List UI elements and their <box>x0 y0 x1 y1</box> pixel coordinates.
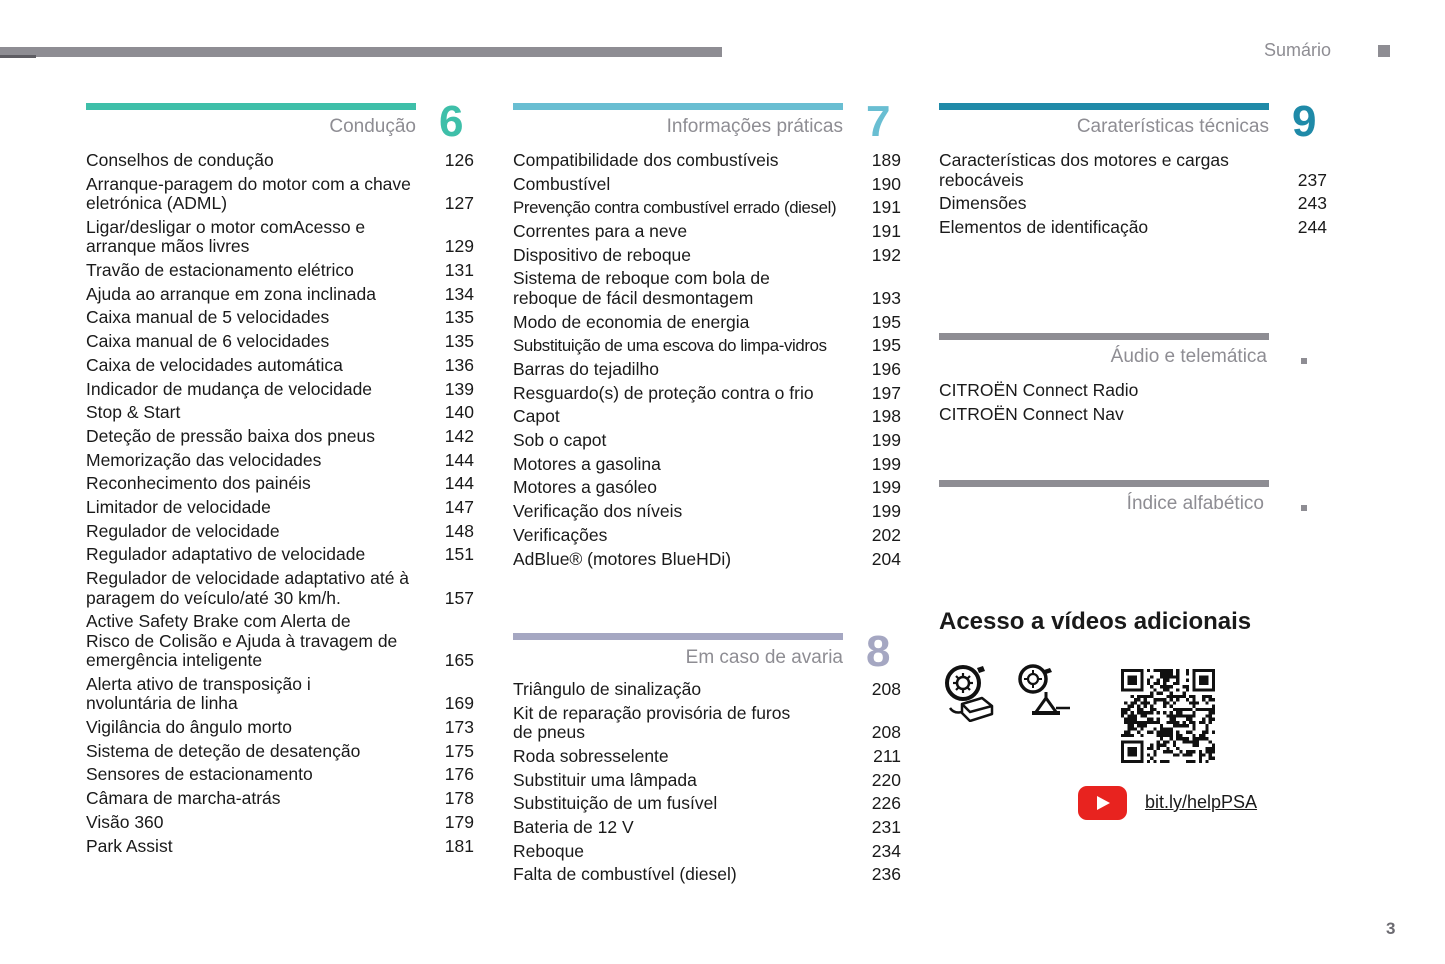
toc-entry-page: 193 <box>871 287 901 308</box>
toc-entry-title: Limitador de velocidade <box>86 496 271 517</box>
toc-entry-title: Câmara de marcha-atrás <box>86 788 281 809</box>
toc-entry[interactable] <box>513 840 901 864</box>
toc-entry-title: Ligar/desligar o motor comAcesso e arranque mãos livres <box>86 216 366 257</box>
page-number: 3 <box>1386 919 1396 938</box>
toc-entry-page: 202 <box>871 524 901 545</box>
tyre-repair-kit-icon <box>944 664 996 722</box>
toc-entry-page: 144 <box>444 449 474 470</box>
toc-entry-title: Elementos de identificação <box>939 216 1149 237</box>
toc-entry[interactable] <box>513 792 901 816</box>
toc-entry-title: Arranque-paragem do motor com a chave eletrónica (ADML) <box>86 173 411 214</box>
entry-list <box>86 149 474 858</box>
toc-entry[interactable] <box>513 769 901 793</box>
toc-entry[interactable] <box>513 334 901 358</box>
toc-entry-title: Substituir uma lâmpada <box>513 769 697 790</box>
toc-entry-title: Stop & Start <box>86 402 181 423</box>
toc-entry-title: Modo de economia de energia <box>513 311 750 332</box>
toc-entry-page: 175 <box>444 740 474 761</box>
toc-entry-page: 191 <box>871 197 901 218</box>
section-number: 8 <box>866 627 891 676</box>
qr-code-icon <box>1121 669 1215 763</box>
video-link[interactable]: bit.ly/helpPSA <box>1145 792 1258 812</box>
entry-list <box>513 149 901 571</box>
toc-entry-page: 190 <box>871 173 901 194</box>
toc-entry[interactable] <box>86 149 474 173</box>
toc-entry-title: Resguardo(s) de proteção contra o frio <box>513 382 814 403</box>
toc-entry-page: 148 <box>444 520 474 541</box>
toc-entry-title: Triângulo de sinalização <box>513 679 702 699</box>
page-title-square-icon <box>1378 45 1390 57</box>
toc-entry-title: Prevenção contra combustível errado (diesel) <box>513 198 837 218</box>
toc-entry-title: Sob o capot <box>513 430 607 451</box>
toc-entry-title: Caixa manual de 5 velocidades <box>86 307 330 328</box>
toc-entry[interactable] <box>86 610 474 673</box>
toc-entry-title: Bateria de 12 V <box>513 816 634 837</box>
toc-entry-title: Dispositivo de reboque <box>513 244 692 265</box>
toc-entry[interactable] <box>86 425 474 449</box>
toc-entry-title: Deteção de pressão baixa dos pneus <box>86 425 375 446</box>
toc-entry[interactable] <box>86 567 474 610</box>
section-square-icon <box>1301 358 1307 364</box>
toc-entry-title: Vigilância do ângulo morto <box>86 717 292 738</box>
toc-entry[interactable] <box>86 673 474 716</box>
toc-entry-title: Sistema de reboque com bola de reboque de fácil desmontagem <box>513 268 770 308</box>
toc-entry-title: CITROËN Connect Nav <box>939 403 1124 424</box>
toc-entry-page: 151 <box>444 544 474 565</box>
toc-entry-page: 208 <box>871 722 901 743</box>
toc-entry[interactable] <box>86 763 474 787</box>
toc-entry[interactable] <box>513 149 901 173</box>
toc-entry-page: 169 <box>444 693 474 714</box>
toc-entry-title: CITROËN Connect Radio <box>939 380 1139 400</box>
toc-entry-page: 220 <box>871 769 901 790</box>
toc-entry[interactable] <box>86 283 474 307</box>
toc-entry-title: Capot <box>513 406 560 427</box>
toc-entry-page: 173 <box>444 717 474 738</box>
toc-entry-title: Sistema de deteção de desatenção <box>86 740 361 761</box>
toc-entry-title: Reboque <box>513 840 585 861</box>
toc-entry[interactable] <box>513 358 901 382</box>
toc-entry-page: 195 <box>871 335 901 356</box>
toc-entry-page: 181 <box>444 835 474 856</box>
toc-entry-page: 135 <box>444 307 474 328</box>
section-number: 7 <box>866 97 891 146</box>
toc-entry-page: 165 <box>444 650 474 671</box>
page-title: Sumário <box>1263 40 1331 60</box>
toc-entry[interactable] <box>513 548 901 572</box>
section-number: 6 <box>439 97 464 146</box>
toc-entry-title: Regulador de velocidade adaptativo até à paragem do veículo/até 30 km/h. <box>86 568 410 608</box>
tyre-jack-icon <box>1016 664 1072 720</box>
toc-entry-title: Falta de combustível (diesel) <box>513 864 737 885</box>
toc-entry-title: Motores a gasóleo <box>513 477 657 498</box>
toc-entry-page: 199 <box>871 501 901 522</box>
section-bar <box>86 103 416 110</box>
toc-entry-page: 199 <box>871 477 901 498</box>
toc-entry[interactable] <box>939 192 1327 216</box>
toc-entry-title: Motores a gasolina <box>513 453 661 474</box>
toc-entry[interactable] <box>513 429 901 453</box>
toc-entry[interactable] <box>513 173 901 197</box>
toc-entry[interactable] <box>939 216 1327 240</box>
toc-entry-title: Kit de reparação provisória de furos de pneus <box>513 702 791 743</box>
toc-entry-page: 195 <box>871 311 901 332</box>
toc-entry-title: Caixa manual de 6 velocidades <box>86 331 330 352</box>
toc-entry[interactable] <box>86 378 474 402</box>
toc-entry-page: 176 <box>444 764 474 785</box>
toc-entry-title: Caixa de velocidades automática <box>86 354 343 375</box>
toc-entry[interactable] <box>86 306 474 330</box>
toc-entry-title: Visão 360 <box>86 811 164 832</box>
toc-entry-page: 236 <box>871 864 901 885</box>
toc-entry-page: 131 <box>444 260 474 281</box>
toc-entry-page: 178 <box>444 788 474 809</box>
toc-entry[interactable] <box>86 520 474 544</box>
section-bar <box>939 480 1269 487</box>
toc-entry-title: Alerta ativo de transposição i nvoluntária de linha <box>86 673 311 714</box>
toc-entry-page: 199 <box>871 453 901 474</box>
toc-entry-title: Ajuda ao arranque em zona inclinada <box>86 283 376 304</box>
toc-entry-title: Substituição de uma escova do limpa-vidros <box>513 336 827 356</box>
toc-entry[interactable] <box>513 524 901 548</box>
toc-entry-title: Dimensões <box>939 193 1027 214</box>
toc-entry[interactable] <box>86 354 474 378</box>
toc-entry-title: Características dos motores e cargas rebocáveis <box>939 150 1229 190</box>
section-title: Áudio e telemática <box>1110 346 1267 367</box>
section-title: Índice alfabético <box>1126 493 1264 514</box>
toc-entry[interactable] <box>86 740 474 764</box>
toc-entry-title: Substituição de um fusível <box>513 793 718 814</box>
toc-entry-title: Correntes para a neve <box>513 221 688 242</box>
toc-entry-page: 198 <box>871 406 901 427</box>
toc-entry[interactable] <box>513 405 901 429</box>
toc-entry-title: Verificação dos níveis <box>513 501 683 522</box>
toc-entry[interactable] <box>86 173 474 216</box>
section-number: 9 <box>1292 97 1317 146</box>
toc-entry[interactable] <box>513 453 901 477</box>
toc-entry[interactable] <box>513 267 901 310</box>
toc-entry[interactable] <box>86 543 474 567</box>
toc-entry-page: 134 <box>444 283 474 304</box>
toc-entry[interactable] <box>513 702 901 745</box>
toc-entry-page: 126 <box>444 150 474 170</box>
toc-entry-title: Active Safety Brake com Alerta de Risco de Colisão e Ajuda à travagem de emergência inteligente <box>86 611 398 671</box>
toc-entry-page: 147 <box>444 496 474 517</box>
section-title: Caraterísticas técnicas <box>1076 116 1269 137</box>
toc-entry-page: 139 <box>444 378 474 399</box>
videos-title: Acesso a vídeos adicionais <box>939 608 1252 635</box>
toc-entry-page: 196 <box>871 359 901 379</box>
toc-entry[interactable] <box>86 496 474 520</box>
entry-list <box>513 678 901 887</box>
toc-entry[interactable] <box>86 787 474 811</box>
toc-entry[interactable] <box>939 403 1327 427</box>
toc-entry[interactable] <box>513 863 901 887</box>
toc-entry-page: 199 <box>871 430 901 451</box>
entry-list <box>939 379 1327 426</box>
toc-entry[interactable] <box>513 816 901 840</box>
youtube-play-icon[interactable] <box>1078 786 1127 820</box>
toc-entry-title: Compatibilidade dos combustíveis <box>513 150 779 170</box>
toc-entry-page: 127 <box>444 193 474 214</box>
toc-entry-title: Indicador de mudança de velocidade <box>86 378 373 399</box>
section-title: Informações práticas <box>666 116 843 137</box>
toc-entry-page: 179 <box>444 811 474 832</box>
toc-entry-title: Memorização das velocidades <box>86 449 322 470</box>
toc-entry-page: 157 <box>444 587 474 608</box>
toc-entry[interactable] <box>86 811 474 835</box>
toc-entry[interactable] <box>86 835 474 859</box>
toc-entry-page: 234 <box>871 840 901 861</box>
toc-entry-page: 189 <box>871 150 901 170</box>
toc-entry-title: Verificações <box>513 524 608 545</box>
toc-entry-title: Reconhecimento dos painéis <box>86 473 311 494</box>
toc-entry-title: AdBlue® (motores BlueHDi) <box>513 548 732 569</box>
toc-entry[interactable] <box>86 330 474 354</box>
toc-entry-title: Combustível <box>513 173 611 194</box>
toc-entry-page: 226 <box>871 793 901 814</box>
toc-entry-title: Barras do tejadilho <box>513 359 659 379</box>
toc-entry-title: Conselhos de condução <box>86 150 274 170</box>
toc-entry-page: 204 <box>871 548 901 569</box>
toc-entry[interactable] <box>86 716 474 740</box>
toc-entry[interactable] <box>86 401 474 425</box>
toc-entry[interactable] <box>513 500 901 524</box>
section-bar <box>939 333 1269 340</box>
toc-entry-page: 237 <box>1297 169 1327 190</box>
toc-entry[interactable] <box>86 216 474 259</box>
toc-entry-page: 129 <box>444 236 474 257</box>
top-decor-bar <box>0 47 722 57</box>
toc-entry[interactable] <box>86 472 474 496</box>
toc-entry-title: Roda sobresselente <box>513 745 669 766</box>
toc-entry[interactable] <box>513 196 901 220</box>
toc-entry[interactable] <box>513 382 901 406</box>
section-title: Em caso de avaria <box>685 647 843 668</box>
toc-entry[interactable] <box>513 678 901 702</box>
toc-entry-title: Park Assist <box>86 835 173 856</box>
section-bar <box>939 103 1269 110</box>
toc-entry[interactable] <box>86 259 474 283</box>
toc-entry-page: 142 <box>444 425 474 446</box>
toc-entry-page: 136 <box>444 354 474 375</box>
toc-entry-page: 211 <box>873 745 901 766</box>
toc-entry[interactable] <box>513 244 901 268</box>
toc-entry-page: 144 <box>444 473 474 494</box>
entry-list <box>939 149 1327 240</box>
top-decor-bar-accent <box>0 55 36 58</box>
toc-entry[interactable] <box>86 449 474 473</box>
section-square-icon <box>1301 505 1307 511</box>
toc-entry[interactable] <box>513 476 901 500</box>
toc-entry-page: 208 <box>871 679 901 699</box>
toc-entry-title: Travão de estacionamento elétrico <box>86 260 354 281</box>
toc-entry-page: 243 <box>1297 193 1327 214</box>
toc-entry[interactable] <box>513 220 901 244</box>
toc-entry-page: 140 <box>444 402 474 423</box>
toc-entry-page: 197 <box>871 382 901 403</box>
toc-entry[interactable] <box>513 745 901 769</box>
toc-entry-page: 135 <box>444 331 474 352</box>
section-title: Condução <box>329 116 416 137</box>
toc-entry-page: 191 <box>871 221 901 242</box>
toc-entry-title: Regulador de velocidade <box>86 520 280 541</box>
toc-entry-page: 192 <box>871 244 901 265</box>
toc-entry-page: 231 <box>871 816 901 837</box>
section-bar <box>513 103 843 110</box>
toc-entry-title: Regulador adaptativo de velocidade <box>86 544 366 565</box>
toc-entry-page: 244 <box>1297 216 1327 237</box>
toc-entry[interactable] <box>939 379 1327 403</box>
toc-entry-title: Sensores de estacionamento <box>86 764 313 785</box>
toc-entry[interactable] <box>939 149 1327 192</box>
toc-entry[interactable] <box>513 311 901 335</box>
section-bar <box>513 633 843 640</box>
